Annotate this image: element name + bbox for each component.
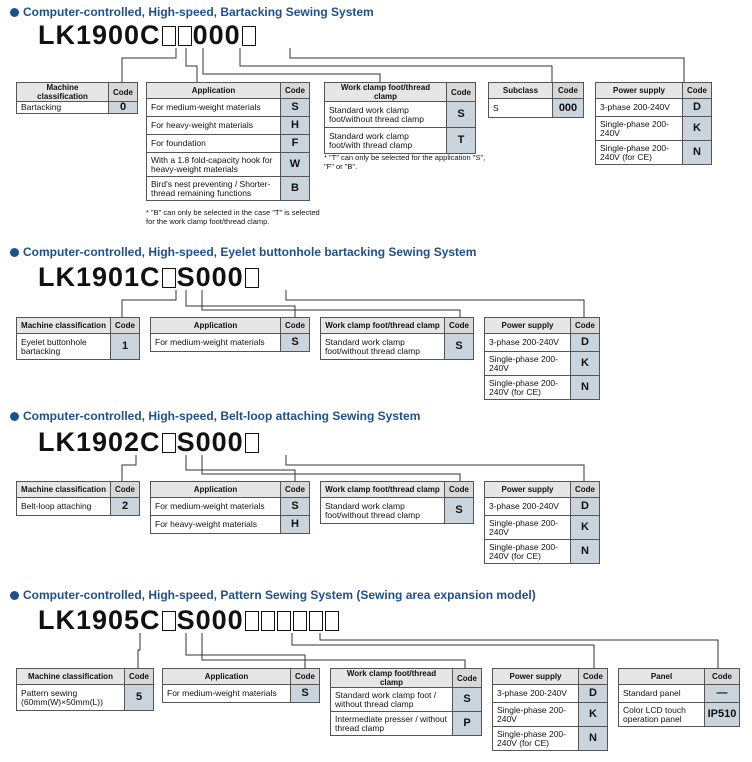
- section-1-application-note: * "B" can only be selected in the case "T" is selected for the work clamp foot/thread clamp.: [146, 208, 320, 226]
- code-placeholder-box: [325, 611, 339, 631]
- code-placeholder-box: [178, 26, 192, 46]
- bullet-icon: [10, 591, 19, 600]
- section-2-application-table: Application Code For medium-weight materials S: [150, 317, 310, 352]
- section-2-power-table: Power supply Code 3-phase 200-240V D Single-phase 200-240V K Single-phase 200-240V (for CE) N: [484, 317, 600, 400]
- code-placeholder-box: [293, 611, 307, 631]
- code-placeholder-box: [245, 268, 259, 288]
- section-3-clamp-table: Work clamp foot/thread clamp Code Standard work clamp foot/without thread clamp S: [320, 481, 474, 524]
- section-1-subclass-table: Subclass Code S 000: [488, 82, 584, 118]
- section-2-clamp-table: Work clamp foot/thread clamp Code Standard work clamp foot/without thread clamp S: [320, 317, 474, 360]
- code-placeholder-box: [245, 433, 259, 453]
- section-4-power-table: Power supply Code 3-phase 200-240V D Single-phase 200-240V K Single-phase 200-240V (for CE) N: [492, 668, 608, 751]
- section-2-model-code: LK1901C S000: [38, 262, 260, 292]
- bullet-icon: [10, 248, 19, 257]
- code-placeholder-box: [261, 611, 275, 631]
- code-placeholder-box: [162, 268, 176, 288]
- section-1-power-table: Power supply Code 3-phase 200-240V D Single-phase 200-240V K Single-phase 200-240V (for CE) N: [595, 82, 712, 165]
- bullet-icon: [10, 8, 19, 17]
- code-placeholder-box: [309, 611, 323, 631]
- section-1-model-code: LK1900C 000: [38, 20, 257, 50]
- code-placeholder-box: [162, 611, 176, 631]
- section-4-model-code: LK1905C S000: [38, 605, 340, 635]
- code-placeholder-box: [245, 611, 259, 631]
- code-placeholder-box: [162, 26, 176, 46]
- section-3-model-code: LK1902C S000: [38, 427, 260, 457]
- section-3-application-table: Application Code For medium-weight materials S For heavy-weight materials H: [150, 481, 310, 534]
- section-4-machine-table: Machine classification Code Pattern sewing (60mm(W)×50mm(L)) 5: [16, 668, 154, 711]
- code-placeholder-box: [277, 611, 291, 631]
- section-1-heading: Computer-controlled, High-speed, Bartacking Sewing System: [10, 5, 374, 19]
- bullet-icon: [10, 412, 19, 421]
- section-4-heading: Computer-controlled, High-speed, Pattern Sewing System (Sewing area expansion model): [10, 588, 536, 602]
- section-4-clamp-table: Work clamp foot/thread clamp Code Standard work clamp foot / without thread clamp S Intermediate presser / without thread clamp P: [330, 668, 482, 736]
- section-4-panel-table: Panel Code Standard panel — Color LCD touch operation panel IP510: [618, 668, 740, 727]
- section-1-machine-table: Machine classification Code Bartacking 0: [16, 82, 138, 114]
- section-1-clamp-note: * "T" can only be selected for the application "S", "F" or "B".: [324, 153, 486, 171]
- section-4-application-table: Application Code For medium-weight materials S: [162, 668, 320, 703]
- section-2-heading: Computer-controlled, High-speed, Eyelet buttonhole bartacking Sewing System: [10, 245, 476, 259]
- section-3-machine-table: Machine classification Code Belt-loop attaching 2: [16, 481, 140, 516]
- code-placeholder-box: [162, 433, 176, 453]
- section-3-heading: Computer-controlled, High-speed, Belt-loop attaching Sewing System: [10, 409, 420, 423]
- section-1-application-table: Application Code For medium-weight materials S For heavy-weight materials H For foundation F With a 1.8 fold-capacity hook for heavy-weight materials W Bird's nest preventing / Shorter-thread remaining functions B: [146, 82, 310, 201]
- code-placeholder-box: [242, 26, 256, 46]
- section-3-power-table: Power supply Code 3-phase 200-240V D Single-phase 200-240V K Single-phase 200-240V (for CE) N: [484, 481, 600, 564]
- section-2-machine-table: Machine classification Code Eyelet buttonhole bartacking 1: [16, 317, 140, 360]
- section-1-clamp-table: Work clamp foot/thread clamp Code Standard work clamp foot/without thread clamp S Standard work clamp foot/with thread clamp T: [324, 82, 476, 154]
